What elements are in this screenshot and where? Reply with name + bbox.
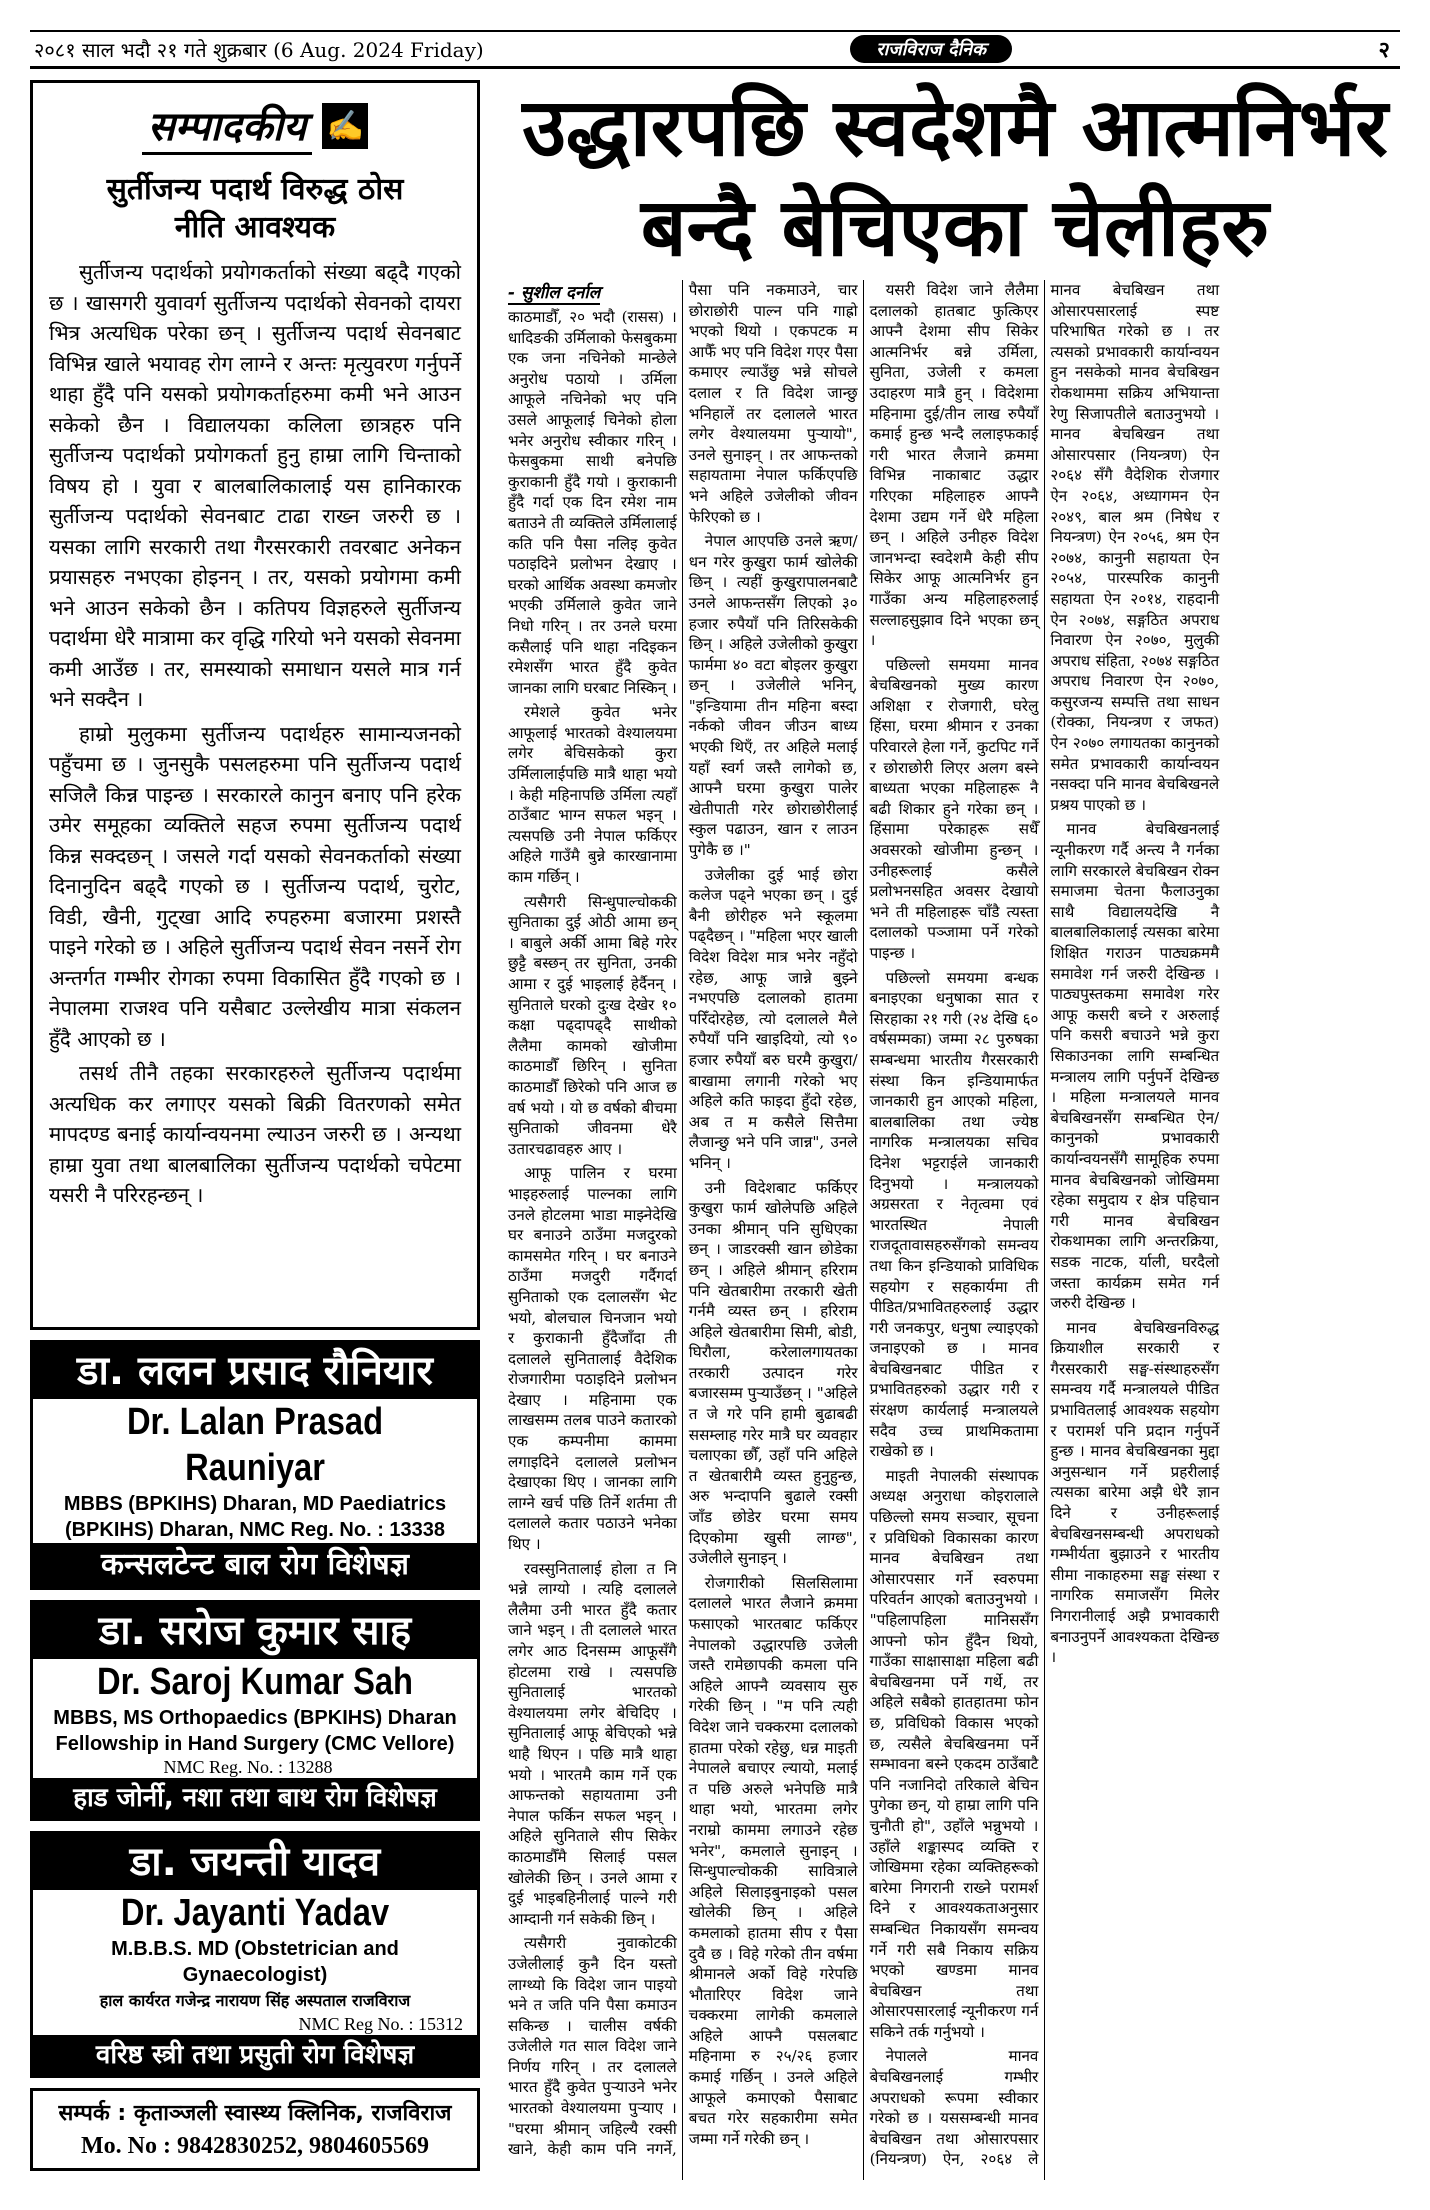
editorial-body xyxy=(49,257,461,1211)
masthead: राजविराज दैनिक xyxy=(850,35,1012,63)
editorial-paragraph: हाम्रो मुलुकमा सुर्तीजन्य पदार्थहरु सामान्यजनको पहुँचमा छ । जुनसुकै पसलहरुमा पनि सुर्तीजन्य पदार्थ सजिलै किन्न पाइन्छ । सरकारले कानुन बनाए पनि हरेक उमेर समूहका व्यक्तिले सहज रुपमा सुर्तीजन्य पदार्थ किन्न सक्दछन् । जसले गर्दा यसको सेवनकर्ताको संख्या दिनानुदिन बढ्दै गएको छ । सुर्तीजन्य पदार्थ, चुरोट, विडी, खैनी, गुट्खा आदि रुपहरुमा बजारमा प्रशस्तै पाइने गरेको छ । अहिले सुर्तीजन्य पदार्थ सेवन नसर्ने रोग अन्तर्गत गम्भीर रोगका रुपमा विकासित हुँदै गएको छ । नेपालमा राजश्व पनि यसैबाट उल्लेखीय मात्रा संकलन हुँदै आएको छ । xyxy=(49,721,461,1051)
doctor-specialty: कन्सलटेन्ट बाल रोग विशेषज्ञ xyxy=(33,1543,477,1587)
article-paragraph: नेपालले मानव बेचबिखनलाई गम्भीर अपराधको रूपमा स्वीकार गरेको छ । यससम्बन्धी मानव बेचबिखन तथा ओसारपसार (नियन्त्रण) ऐन, २०६४ ले मानव बेचबिखन तथा ओसारपसारलाई स्पष्ट परिभाषित गरेको छ । तर त्यसको प्रभावकारी कार्यान्वयन हुन नसकेको मानव बेचबिखन रोकथाममा सक्रिय अभियान्ता रेणु सिजापतीले बताउनुभयो । मानव बेचबिखन तथा ओसारपसार (नियन्त्रण) ऐन २०६४ सँगै वैदेशिक रोजगार ऐन २०६४, अध्यागमन ऐन २०४९, बाल श्रम (निषेध र नियन्त्रण) ऐन २०५६, श्रम ऐन २०७४, कानुनी सहायता ऐन २०५४, पारस्परिक कानुनी सहायता ऐन २०१४, राहदानी ऐन २०७४, सङ्गठित अपराध निवारण ऐन २०७०, मुलुकी अपराध संहिता, २०७४ सङ्गठित अपराध निवारण ऐन २०७०, कसुरजन्य सम्पत्ति तथा साधन (रोक्का, नियन्त्रण र जफत) ऐन २०७० लगायतका कानुनको समेत प्रभावकारी कार्यान्वयन नसक्दा पनि मानव बेचबिखनले प्रश्रय पाएको छ । xyxy=(869,281,1220,2169)
doctor-qualification: MBBS, MS Orthopaedics (BPKIHS) Dharan Fellowship in Hand Surgery (CMC Vellore) xyxy=(53,1707,457,1755)
doctor-ad-yadav xyxy=(30,1831,480,2078)
editorial-header xyxy=(49,97,461,155)
article-headline xyxy=(510,78,1400,278)
doctor-name-en: Dr. Lalan Prasad Rauniyar xyxy=(126,1401,384,1489)
editorial-paragraph: सुर्तीजन्य पदार्थको प्रयोगकर्ताको संख्या बढ्दै गएको छ । खासगरी युवावर्ग सुर्तीजन्य पदार्थको सेवनको दायरा भित्र अत्यधिक परेका छन् । सुर्तीजन्य पदार्थ सेवनबाट विभिन्न खाले भयावह रोग लाग्ने र अन्तः मृत्युवरण गर्नुपर्ने थाहा हुँदै पनि यसको प्रयोगकर्ताहरुमा कमी भने आउन सकेको छैन । विद्यालयका कलिला छात्रहरु पनि सुर्तीजन्य पदार्थको प्रयोगकर्ता हुनु हाम्रा लागि चिन्ताको विषय हो । युवा र बालबालिकालाई यस हानिकारक सुर्तीजन्य पदार्थको सेवनबाट टाढा राख्न जरुरी छ । यसका लागि सरकारी तथा गैरसरकारी तवरबाट अनेकन प्रयासहरु नभएका होइनन् । तर, यसको प्रयोगमा कमी भने आउन सकेको छैन । कतिपय विज्ञहरुले सुर्तीजन्य पदार्थमा धेरै मात्रामा कर वृद्धि गरियो भने यसको सेवनमा कमी आउँछ । तर, समस्याको समाधान यसले मात्र गर्न भने सक्दैन । xyxy=(49,260,461,711)
editorial-title xyxy=(49,171,461,247)
editorial-title-line2: नीति आवश्यक xyxy=(174,210,336,245)
article-paragraph: आफू पालिन र घरमा भाइहरुलाई पाल्नका लागि उनले होटलमा भाडा माझ्नेदेखि घर बनाउने ठाउँमा मजदुरको कामसमेत गरिन् । घर बनाउने ठाउँमा मजदुरी गर्दैगर्दा सुनिताको एक दलालसँग भेट भयो, बोलचाल चिनजान भयो र कुराकानी हुँदैजाँदा ती दलालले सुनितालाई वैदेशिक रोजगारीमा पठाइदिने प्रलोभन देखाए । महिनामा एक लाखसम्म तलब पाउने कतारको एक कम्पनीमा काममा लगाइदिने दलालले प्रलोभन देखाएका थिए । जानका लागि लाग्ने खर्च पछि तिर्ने शर्तमा ती दलालले कतार पठाउने भनेका थिए । xyxy=(508,1164,677,1554)
article-columns xyxy=(508,280,1400,2180)
article-paragraph: त्यसैगरी सिन्धुपाल्चोककी सुनिताका दुई ओठी आमा छन् । बाबुले अर्की आमा बिहे गरेर छुट्टै बस्छन् तर सुनिता, उनकी आमा र दुई भाइलाई हेर्दैनन् । सुनिताले घरको दुःख देखेर १० कक्षा पढ्दापढ्दै साथीको लैलैमा कामको खोजीमा काठमाडौँ छिरिन् । सुनिता काठमाडौँ छिरेको पनि आज छ वर्ष भयो । यो छ वर्षको बीचमा सुनिताको जीवनमा धेरै उतारचढावहरु आए । xyxy=(508,892,677,1158)
left-column xyxy=(30,80,480,2180)
article-paragraph: उनी विदेशबाट फर्किएर कुखुरा फार्म खोलेपछि अहिले उनका श्रीमान् पनि सुधिएका छन् । जाडरक्सी खान छोडेका छन् । अहिले श्रीमान् हरिराम पनि खेतबारीमा तरकारी खेती गर्नमै व्यस्त छन् । हरिराम अहिले खेतबारीमा सिमी, बोडी, घिरौला, करेलालगायतका तरकारी उत्पादन गरेर बजारसम्म पुऱ्याउँछन् । "अहिले त जे गरे पनि हामी बुढाबढी ससम्लाह गरेर मात्रै घर व्यवहार चलाएका छौँ, उहाँ पनि अहिले त खेतबारीमै व्यस्त हुनुहुन्छ, अरु भन्दापनि बुढाले रक्सी जाँड छोडेर घरमा समय दिएकोमा खुसी लाग्छ", उजेलीले सुनाइन् । xyxy=(688,1178,858,1568)
article-paragraph: त्यसैगरी नुवाकोटकी उजेलीलाई कुनै दिन यस्तो लाग्थ्यो कि विदेश जान पाइयो भने त जति पनि पैसा कमाउन सकिन्छ । चालीस वर्षकी उजेलीले गत साल विदेश जाने निर्णय गरिन् । तर दलालले भारत हुँदै कुवेत पुऱ्याउने भनेर भारतको वेश्यालयमा पुऱ्याए । "घरमा श्रीमान् जहिल्यै रक्सी खाने, केही काम पनि नगर्ने, पैसा पनि नकमाउने, चार छोराछोरी पाल्न पनि गाह्रो भएको थियो । एकपटक म आफैँ भए पनि विदेश गएर पैसा कमाएर ल्याउँछु भन्ने सोचले दलाल र ति विदेश जान्छु भनिहालें तर दलालले भारत लगेर वेश्यालयमा पुऱ्यायो", उनले सुनाइन् । तर आफन्तको सहायतामा नेपाल फर्किएपछि भने अहिले उजेलीको जीवन फेरिएको छ । xyxy=(508,281,858,2159)
article-paragraph: रमेशले कुवेत भनेर आफूलाई भारतको वेश्यालयमा लगेर बेचिसकेको कुरा उर्मिलालाईपछि मात्रै थाहा भयो । केही महिनापछि उर्मिला त्यहाँ ठाउँबाट भाग्न सफल भइन् । त्यसपछि उनी नेपाल फर्किएर अहिले गाउँमै बुन्ने कारखानामा काम गर्छिन् । xyxy=(508,703,677,887)
doctor-registration: NMC Reg. No. : 13288 xyxy=(163,1757,333,1777)
issue-date: २०८१ साल भदौ २१ गते शुक्रबार (6 Aug. 2024 Friday) xyxy=(34,37,484,62)
article-paragraph: माइती नेपालकी संस्थापक अध्यक्ष अनुराधा कोइरालाले पछिल्लो समय सञ्चार, सूचना र प्रविधिको विकासका कारण मानव बेचबिखन तथा ओसारपसार गर्ने स्वरुपमा परिवर्तन आएको बताउनुभयो । "पहिलापहिला मानिससँग आफ्नो फोन हुँदैन थियो, गाउँका साक्षासाक्षा महिला बढी बेचबिखनमा पर्ने गर्थे, तर अहिले सबैको हातहातमा फोन छ, प्रविधिको विकास भएको छ, त्यसैले बेचबिखनमा पर्ने सम्भावना बस्ने एकदम ठाउँबाटै पनि नजानिदो तरिकाले बेचिन पुगेका छन्, यो हाम्रा लागि पनि चुनौती हो", उहाँले भन्नुभयो । उहाँले शङ्कास्पद व्यक्ति र जोखिममा रहेका व्यक्तिहरूको बारेमा निगरानी राख्ने परामर्श दिने र आवश्यकताअनुसार सम्बन्धित निकायसँग समन्वय गर्ने गरी सबै निकाय सक्रिय भएको खण्डमा मानव बेचबिखन तथा ओसारपसारलाई न्यूनीकरण गर्न सकिने तर्क गर्नुभयो । xyxy=(869,1466,1039,2041)
doctor-name-np: डा. सरोज कुमार साह xyxy=(33,1603,477,1659)
doctor-name-en: Dr. Jayanti Yadav xyxy=(120,1892,390,1934)
article-paragraph: काठमाडौँ, २० भदौ (रासस) । धादिङकी उर्मिलाको फेसबुकमा एक जना नचिनेको मान्छेले अनुरोध पठायो । उर्मिला आफूले नचिनेको भए पनि उसले आफूलाई चिनेको होला भनेर अनुरोध स्वीकार गरिन् । फेसबुकमा साथी बनेपछि कुराकानी हुँदै गयो । कुराकानी हुँदै गर्दा एक दिन रमेश नाम बताउने ती व्यक्तिले उर्मिलालाई कति पनि पैसा नलिइ कुवेत पठाइदिने प्रलोभन देखाए । घरको आर्थिक अवस्था कमजोर भएकी उर्मिलाले कुवेत जाने निधो गरिन् । तर उनले घरमा कसैलाई पनि थाहा नदिइकन रमेशसँग भारत हुँदै कुवेत जानका लागि घरबाट निस्किन् । xyxy=(508,308,677,697)
article-paragraph: पछिल्लो समयमा बन्धक बनाइएका धनुषाका सात र सिरहाका २१ गरी (२४ देखि ६० वर्षसम्मका) जम्मा २८ पुरुषका सम्बन्धमा भारतीय गैरसरकारी संस्था किन इन्डियामार्फत जानकारी हुन आएको महिला, बालबालिका तथा ज्येष्ठ नागरिक मन्त्रालयका सचिव दिनेश भट्टराईले जानकारी दिनुभयो । मन्त्रालयको अग्रसरता र नेतृत्वमा एवं भारतस्थित नेपाली राजदूतावासहरुसँगको समन्वय तथा किन इन्डियाको प्राविधिक सहयोग र सहकार्यमा ती पीडित/प्रभावितहरुलाई उद्धार गरी जनकपुर, धनुषा ल्याइएको जनाइएको छ । मानव बेचबिखनबाट पीडित र प्रभावितहरुको उद्धार गरी र संरक्षण कार्यलाई मन्त्रालयले सदैव उच्च प्राथमिकतामा राखेको छ । xyxy=(869,968,1039,1461)
article-paragraph: उजेलीका दुई भाई छोरा कलेज पढ्ने भएका छन् । दुई बैनी छोरीहरु भने स्कूलमा पढ्दैछन् । "महिला भएर खाली विदेश विदेश मात्र भनेर नहुँदो रहेछ, आफू जान्ने बुझ्ने नभएपछि दलालको हातमा परिँदोरहेछ, त्यो दलालले मैले रुपैयाँ पनि खाइदियो, त्यो ९० हजार रुपैयाँ बरु घरमै कुखुरा/बाखामा लगानी गरेको भए अहिले कति फाइदा हुँदो रहेछ, अब त म कसैले सित्तैमा लैजान्छु भने पनि जान्न", उनले भनिन् । xyxy=(688,865,858,1172)
headline-line1: उद्धारपछि स्वदेशमै आत्मनिर्भर xyxy=(522,81,1388,174)
doctor-qualification: M.B.B.S. MD (Obstetrician and Gynaecologist) xyxy=(111,1938,399,1986)
doctor-name-np: डा. जयन्ती यादव xyxy=(33,1834,477,1890)
clinic-name: सम्पर्क : कृताञ्जली स्वास्थ्य क्लिनिक, राजविराज xyxy=(58,2101,452,2126)
article-paragraph: मानव बेचबिखनविरुद्ध क्रियाशील सरकारी र गैरसरकारी सङ्घ-संस्थाहरुसँग समन्वय गर्दै मन्त्रालयले पीडित प्रभावितलाई आवश्यक सहयोग र परामर्श पनि प्रदान गर्नुपर्ने हुन्छ । मानव बेचबिखनका मुद्दा अनुसन्धान गर्ने प्रहरीलाई त्यसका बारेमा अझै धेरै ज्ञान दिने र उनीहरूलाई बेचबिखनसम्बन्धी अपराधको गम्भीर्यता बुझाउने र भारतीय सीमा नाकाहरुमा सङ्घ संस्था र नागरिक समाजसँग मिलेर निगरानीलाई अझै प्रभावकारी बनाउनुपर्ने आवश्यकता देखिन्छ । xyxy=(1050,1318,1220,1667)
clinic-phone: Mo. No : 9842830252, 9804605569 xyxy=(81,2133,429,2159)
doctor-ad-sah xyxy=(30,1600,480,1821)
doctor-name-en: Dr. Saroj Kumar Sah xyxy=(96,1661,414,1703)
doctor-registration: NMC Reg No. : 15312 xyxy=(298,2014,463,2034)
doctor-qualification: MBBS (BPKIHS) Dharan, MD Paediatrics (BPKIHS) Dharan, NMC Reg. No. : 13338 xyxy=(63,1493,447,1541)
page-header xyxy=(30,30,1400,69)
article-body xyxy=(508,280,1400,2180)
newspaper-page xyxy=(30,30,1400,2180)
doctor-name-np: डा. ललन प्रसाद रौनियार xyxy=(33,1343,477,1399)
article-paragraph: रवस्सुनितालाई होला त नि भन्ने लाग्यो । त्यहि दलालले लैलैमा उनी भारत हुँदै कतार जाने भइन् । ती दलालले भारत लगेर आठ दिनसम्म आफूसँगै होटलमा राखे । त्यसपछि सुनितालाई भारतको वेश्यालयमा लगेर बेचिदिए । सुनितालाई आफू बेचिएको भन्ने थाहै थिएन । पछि मात्रै थाहा भयो । भारतमै काम गर्ने एक आफन्तको सहायतामा उनी नेपाल फर्किन सफल भइन् । अहिले सुनिताले सीप सिकेर काठमाडौँमै सिलाई पसल खोलेकी छिन् । उनले आमा र दुई भाइबहिनीलाई पाल्ने गरी आम्दानी गर्न सकेकी छिन् । xyxy=(508,1559,677,1928)
clinic-contact xyxy=(30,2088,480,2171)
article-paragraph: नेपाल आएपछि उनले ऋण/धन गरेर कुखुरा फार्म खोलेकी छिन् । त्यहीं कुखुरापालनबाटै उनले आफन्तसँग लिएको ३० हजार रुपैयाँ पनि तिरिसकेकी छिन् । अहिले उजेलीको कुखुरा फार्ममा ४० वटा बोइलर कुखुरा छन् । उजेलीले भनिन्, "इन्डियामा तीन महिना बस्दा नर्कको जीवन जीउन बाध्य भएकी थिएँ, तर अहिले मलाई यहाँ स्वर्ग जस्तै लागेको छ, आफ्नै घरमा कुखुरा पालेर खेतीपाती गरेर छोराछोरीलाई स्कुल पढाउन, खान र लाउन पुगेकै छ ।" xyxy=(688,532,858,860)
doctor-specialty: हाड जोर्नी, नशा तथा बाथ रोग विशेषज्ञ xyxy=(33,1778,477,1818)
article-paragraph: यसरी विदेश जाने लैलैमा दलालको हातबाट फुत्किएर आफ्नै देशमा सीप सिकेर आत्मनिर्भर बन्ने उर्मिला, सुनिता, उजेली र कमला उदाहरण मात्रै हुन् । विदेशमा महिनामा दुई/तीन लाख रुपैयाँ कमाई हुन्छ भन्दै ललाइफकाई गरी भारत लैजाने क्रममा विभिन्न नाकाबाट उद्धार गरिएका महिलाहरु आफ्नै देशमा उद्यम गर्ने धेरै महिला छन् । अहिले उनीहरु विदेश जानभन्दा स्वदेशमै केही सीप सिकेर आफू आत्मनिर्भर हुन गाउँका अन्य महिलाहरुलाई सल्लाहसुझाव दिने भएका छन् । xyxy=(869,281,1039,650)
editorial-label: सम्पादकीय xyxy=(142,97,312,155)
article-paragraph: पछिल्लो समयमा मानव बेचबिखनको मुख्य कारण अशिक्षा र रोजगारी, घरेलु हिंसा, घरमा श्रीमान र उनका परिवारले हेला गर्ने, कुटपिट गर्ने र छोराछोरी लिएर अलग बस्ने बाध्यता भएका महिलाहरू नै बढी शिकार हुने गरेका छन् । हिंसामा परेकाहरू सधैँ अवसरको खोजीमा हुन्छन् । उनीहरूलाई कसैले प्रलोभनसहित अवसर देखायो भने ती महिलाहरू चाँडै त्यस्ता दलालको पञ्जामा पर्ने गरेको पाइन्छ । xyxy=(869,655,1039,962)
headline-line2: बन्दै बेचिएका चेलीहरु xyxy=(640,181,1270,274)
editorial-title-line1: सुर्तीजन्य पदार्थ विरुद्ध ठोस xyxy=(106,172,404,207)
doctor-workplace: हाल कार्यरत गजेन्द्र नारायण सिंह अस्पताल राजविराज xyxy=(99,1991,411,2010)
article-paragraph: मानव बेचबिखनलाई न्यूनीकरण गर्दै अन्त्य नै गर्नका लागि सरकारले बेचबिखन रोक्न समाजमा चेतना फैलाउनुका साथै विद्यालयदेखि नै बालबालिकालाई त्यसका बारेमा शिक्षित गराउन पाठ्यक्रममै समावेश गर्न जरुरी देखिन्छ । पाठ्यपुस्तकमा समावेश गरेर आफू कसरी बच्ने र अरुलाई पनि कसरी बचाउने भन्ने कुरा सिकाउनका लागि सम्बन्धित मन्त्रालय लागि पर्नुपर्ने देखिन्छ । महिला मन्त्रालयले मानव बेचबिखनसँग सम्बन्धित ऐन/कानुनको प्रभावकारी कार्यान्वयनसँगै सामूहिक रुपमा मानव बेचबिखनको जोखिममा रहेका समुदाय र क्षेत्र पहिचान गरी मानव बेचबिखन रोकथामका लागि अन्तरक्रिया, सडक नाटक, र्याली, घरदैलो जस्ता कार्यक्रम समेत गर्न जरुरी देखिन्छ । xyxy=(1050,820,1220,1313)
article-paragraph: रोजगारीको सिलसिलामा दलालले भारत लैजाने क्रममा फसाएको भारतबाट फर्किएर नेपालको उद्धारपछि उजेली जस्तै रामेछापकी कमला पनि अहिले आफ्नै व्यवसाय सुरु गरेकी छिन् । "म पनि त्यही विदेश जाने चक्करमा दलालको हातमा परेको रहेछु, धन्न माइती नेपालले बचाएर ल्यायो, मलाई त पछि अरुले भनेपछि मात्रै थाहा भयो, भारतमा लगेर नराम्रो काममा लगाउने रहेछ भनेर", कमलाले सुनाइन् । सिन्धुपाल्चोककी सावित्राले अहिले सिलाइबुनाइको पसल खोलेकी छिन् । अहिले कमलाको हातमा सीप र पैसा दुवै छ । विहे गरेको तीन वर्षमा श्रीमानले अर्को विहे गरेपछि भौतारिएर विदेश जाने चक्करमा लागेकी कमलाले अहिले आफ्नै पसलबाट महिनामा रु २५/२६ हजार कमाई गर्छिन् । उनले अहिले आफूले कमाएको पैसाबाट बचत गरेर सहकारीमा समेत जम्मा गर्ने गरेकी छन् । xyxy=(688,1573,858,2148)
editorial-box xyxy=(30,80,480,1330)
pen-icon: ✍ xyxy=(322,103,368,149)
page-number: २ xyxy=(1378,37,1390,63)
doctor-ad-rauniyar xyxy=(30,1340,480,1590)
byline: - सुशील दर्नाल xyxy=(508,280,600,305)
doctor-specialty: वरिष्ठ स्त्री तथा प्रसुती रोग विशेषज्ञ xyxy=(33,2035,477,2075)
editorial-paragraph: तसर्थ तीनै तहका सरकारहरुले सुर्तीजन्य पदार्थमा अत्यधिक कर लगाएर यसको बिक्री वितरणको समेत मापदण्ड बनाई कार्यान्वयनमा ल्याउन जरुरी छ । अन्यथा हाम्रा युवा तथा बालबालिका सुर्तीजन्य पदार्थको चपेटमा यसरी नै परिरहन्छन् । xyxy=(49,1061,461,1207)
